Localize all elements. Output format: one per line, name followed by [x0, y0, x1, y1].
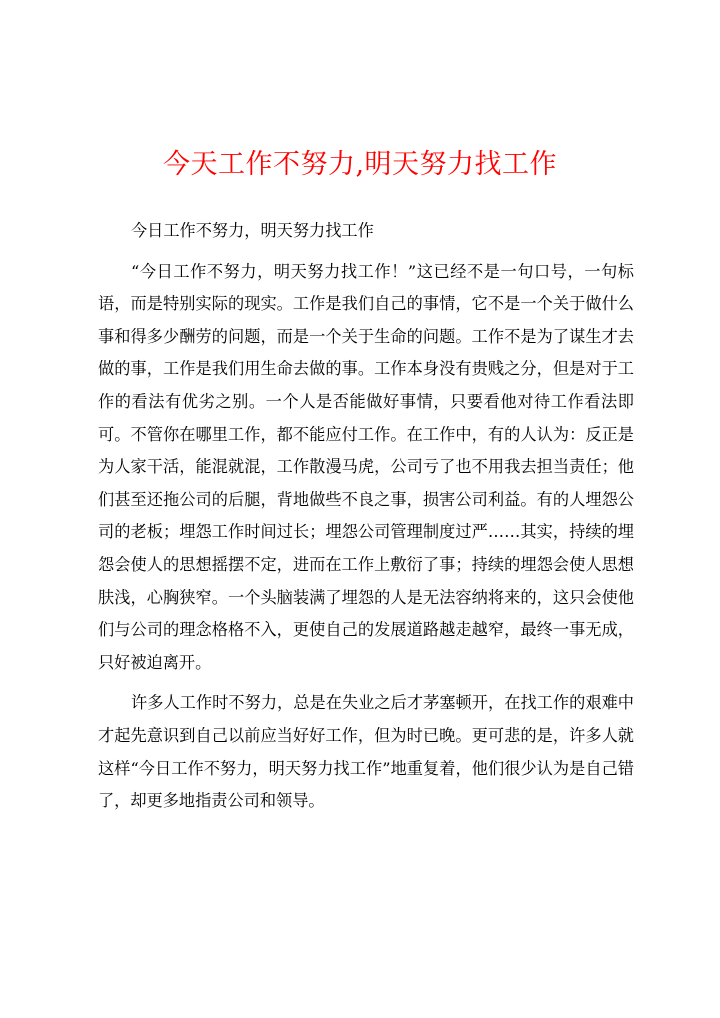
subtitle-paragraph: 今日工作不努力，明天努力找工作	[131, 221, 374, 240]
body-paragraph-1: “今日工作不努力，明天努力找工作！”这已经不是一句口号，一句标语，而是特别实际的现实。工作是我们自己的事情，它不是一个关于做什么事和得多少酬劳的问题，而是一个关于生命的问题。工作不是为了谋生才去做的事，工作是我们用生命去做的事。工作本身没有贵贱之分，但是对于工作的看法有优劣之别。一个人是否能做好事情，只要看他对待工作看法即可。不管你在哪里工作，都不能应付工作。在工作中，有的人认为：反正是为人家干活，能混就混，工作散漫马虎，公司亏了也不用我去担当责任；他们甚至还拖公司的后腿，背地做些不良之事，损害公司利益。有的人埋怨公司的老板；埋怨工作时间过长；埋怨公司管理制度过严……其实，持续的埋怨会使人的思想摇摆不定，进而在工作上敷衍了事；持续的埋怨会使人思想肤浅，心胸狭窄。一个头脑装满了埋怨的人是无法容纳将来的，这只会使他们与公司的理念格格不入，更使自己的发展道路越走越窄，最终一事无成，只好被迫离开。	[98, 261, 634, 672]
document-title: 今天工作不努力,明天努力找工作	[162, 149, 558, 180]
body-paragraph-2: 许多人工作时不努力，总是在失业之后才茅塞顿开，在找工作的艰难中才起先意识到自己以前应当好好工作，但为时已晚。更可悲的是，许多人就这样“今日工作不努力，明天努力找工作”地重复着，他们很少认为是自己错了，却更多地指责公司和领导。	[98, 693, 634, 811]
document-body	[98, 215, 634, 818]
